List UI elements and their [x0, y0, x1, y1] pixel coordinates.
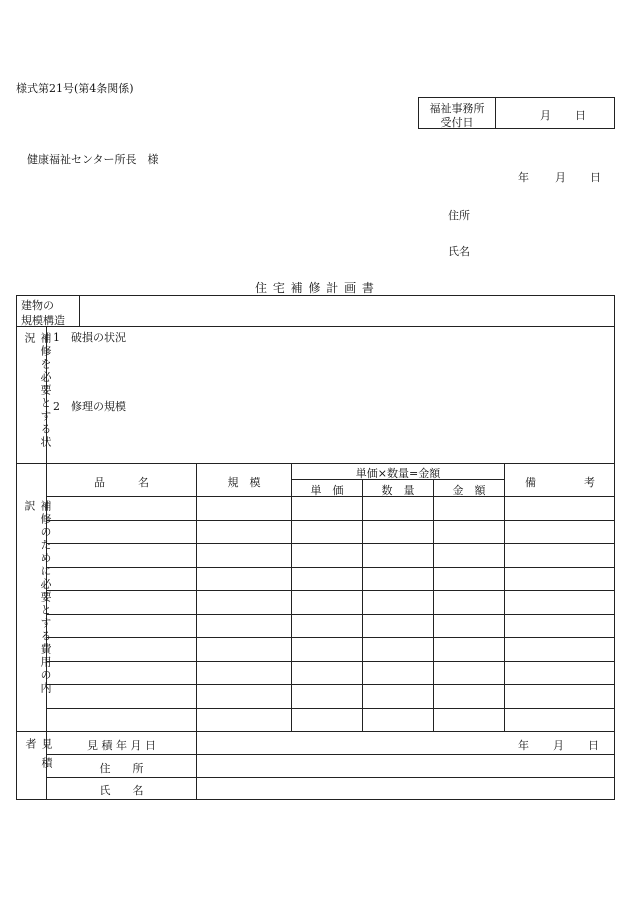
header-remarks-1: 備: [525, 476, 536, 489]
estimator-name-field[interactable]: [197, 778, 614, 799]
repair-need-item2: 2 修理の規模: [53, 400, 126, 413]
building-structure-field[interactable]: [80, 296, 614, 326]
cost-row-line: [47, 520, 615, 521]
cost-row-line: [47, 708, 615, 709]
header-quantity: 数 量: [381, 484, 415, 497]
cost-label: 補修のために必要とする費用の内訳: [23, 500, 52, 695]
header-remarks-2: 考: [584, 476, 595, 489]
applicant-name-label: 氏名: [448, 245, 470, 258]
estimator-year[interactable]: 年: [518, 739, 529, 752]
cost-row-line: [47, 543, 615, 544]
header-formula: 単価×数量=金額: [355, 467, 441, 480]
estimator-address-label: 住 所: [99, 762, 144, 775]
repair-need-item1: 1 破損の状況: [53, 331, 126, 344]
cost-row-line: [47, 684, 615, 685]
cost-row-line: [47, 590, 615, 591]
estimator-day[interactable]: 日: [588, 739, 599, 752]
estimator-name-label: 氏 名: [99, 784, 144, 797]
cost-row-line: [47, 567, 615, 568]
reception-label-line1: 福祉事務所: [429, 102, 485, 115]
reception-box: [418, 97, 615, 129]
estimator-month[interactable]: 月: [553, 739, 564, 752]
date-day[interactable]: 日: [590, 171, 601, 184]
reception-label-line2: 受付日: [440, 116, 474, 129]
reception-day[interactable]: 日: [575, 109, 586, 122]
date-month[interactable]: 月: [555, 171, 566, 184]
building-label-line1: 建物の: [21, 299, 54, 312]
date-year[interactable]: 年: [518, 171, 529, 184]
form-number: 様式第21号(第4条関係): [16, 82, 134, 95]
cost-row-line: [47, 614, 615, 615]
building-label-line2: 規模構造: [21, 314, 65, 327]
header-amount: 金 額: [452, 484, 486, 497]
header-unit-price: 単 価: [310, 484, 344, 497]
reception-month[interactable]: 月: [540, 109, 551, 122]
estimator-date-label: 見 積 年 月 日: [87, 739, 156, 752]
estimator-label: 見積者: [24, 738, 53, 776]
cost-row-line: [47, 661, 615, 662]
main-form-table: [16, 295, 615, 800]
header-scale: 規 模: [227, 476, 261, 489]
applicant-address-label: 住所: [448, 209, 470, 222]
cost-row-line: [47, 637, 615, 638]
addressee: 健康福祉センター所長 様: [27, 153, 159, 166]
repair-need-label: 補修を必要とする状況: [23, 332, 52, 449]
header-item-name: 品 名: [94, 476, 149, 489]
document-title: 住 宅 補 修 計 画 書: [255, 281, 375, 295]
estimator-address-field[interactable]: [197, 755, 614, 776]
